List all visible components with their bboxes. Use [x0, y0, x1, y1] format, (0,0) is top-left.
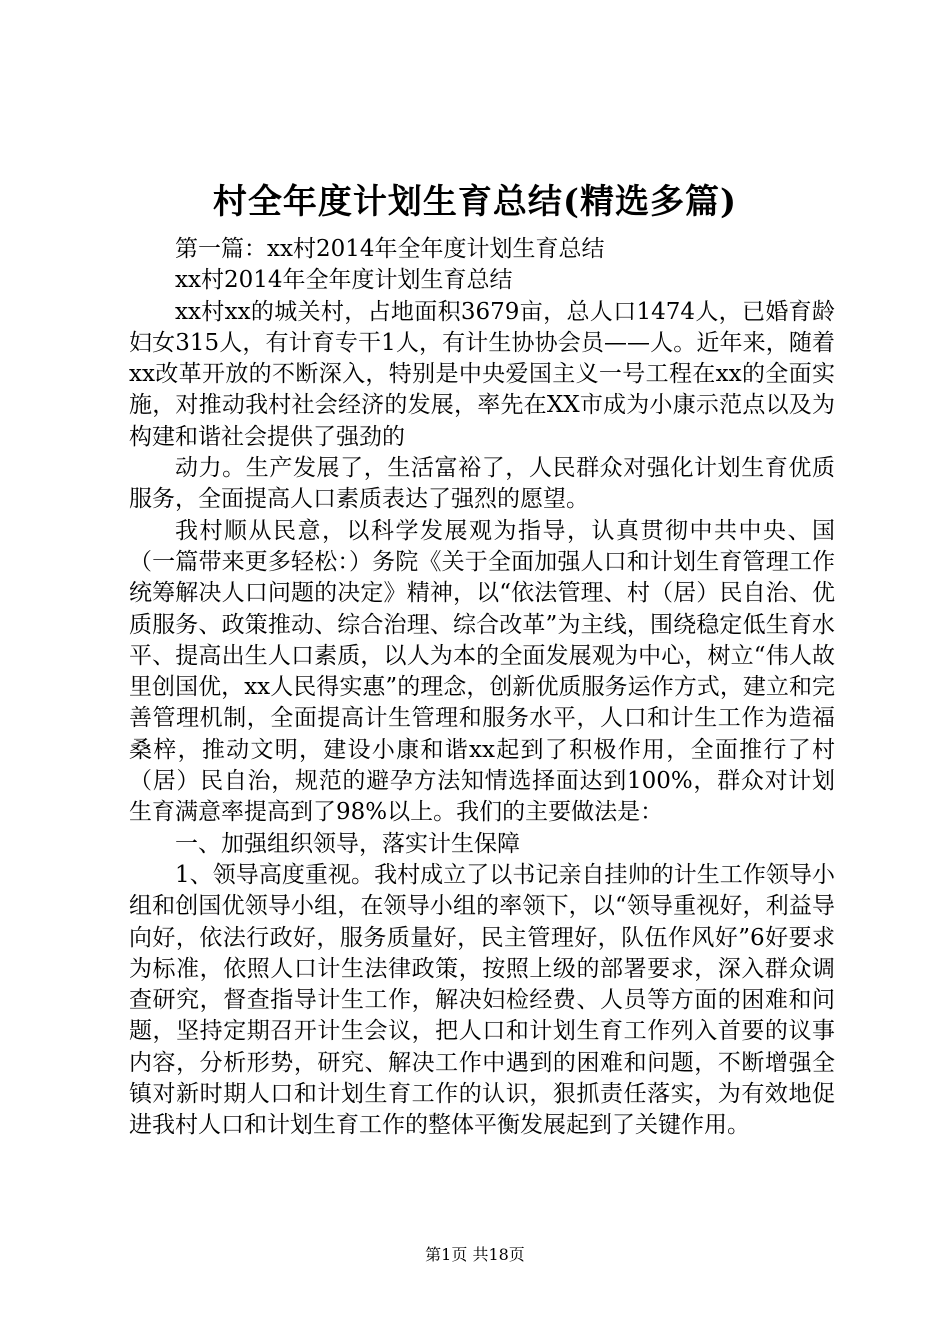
body-paragraph: 1、领导高度重视。我村成立了以书记亲自挂帅的计生工作领导小组和创国优领导小组，在领导小组的率领下，以“领导重视好，利益导向好，依法行政好，服务质量好，民主管理好，队伍作风好”6好要求为标准，依照人口计生法律政策，按照上级的部署要求，深入群众调查研究，督查指导计生工作，解决妇检经费、人员等方面的困难和问题，坚持定期召开计生会议，把人口和计划生育工作列入首要的议事内容，分析形势，研究、解决工作中遇到的困难和问题，不断增强全镇对新时期人口和计划生育工作的认识，狠抓责任落实，为有效地促进我村人口和计划生育工作的整体平衡发展起到了关键作用。	[129, 861, 835, 1139]
intro-paragraph: xx村xx的城关村，占地面积3679亩，总人口1474人，已婚育龄妇女315人，有计育专干1人，有计生协协会员——人。近年来，随着xx改革开放的不断深入，特别是中央爱国主义一号工程在xx的全面实施，对推动我村社会经济的发展，率先在XX市成为小康示范点以及为构建和谐社会提供了强劲的	[129, 298, 835, 450]
section-heading: 第一篇：xx村2014年全年度计划生育总结	[175, 236, 605, 262]
document-title: 村全年度计划生育总结(精选多篇)	[212, 182, 738, 222]
page-number-footer: 第1页 共18页	[425, 1245, 525, 1264]
subtitle-paragraph: xx村2014年全年度计划生育总结	[175, 267, 513, 294]
body-paragraph: 动力。生产发展了，生活富裕了，人民群众对强化计划生育优质服务，全面提高人口素质表达了强烈的愿望。	[129, 455, 835, 513]
body-paragraph: 我村顺从民意，以科学发展观为指导，认真贯彻中共中央、国（一篇带来更多轻松：）务院《关于全面加强人口和计划生育管理工作统筹解决人口问题的决定》精神，以“依法管理、村（居）民自治、优质服务、政策推动、综合治理、综合改革”为主线，围绕稳定低生育水平、提高出生人口素质，以人为本的全面发展观为中心，树立“伟人故里创国优，xx人民得实惠”的理念，创新优质服务运作方式，建立和完善管理机制，全面提高计生管理和服务水平，人口和计生工作为造福桑梓，推动文明，建设小康和谐xx起到了积极作用，全面推行了村（居）民自治，规范的避孕方法知情选择面达到100%，群众对计划生育满意率提高到了98%以上。我们的主要做法是：	[129, 517, 835, 826]
document-body	[129, 234, 835, 1142]
subsection-heading: 一、加强组织领导，落实计生保障	[175, 830, 520, 857]
